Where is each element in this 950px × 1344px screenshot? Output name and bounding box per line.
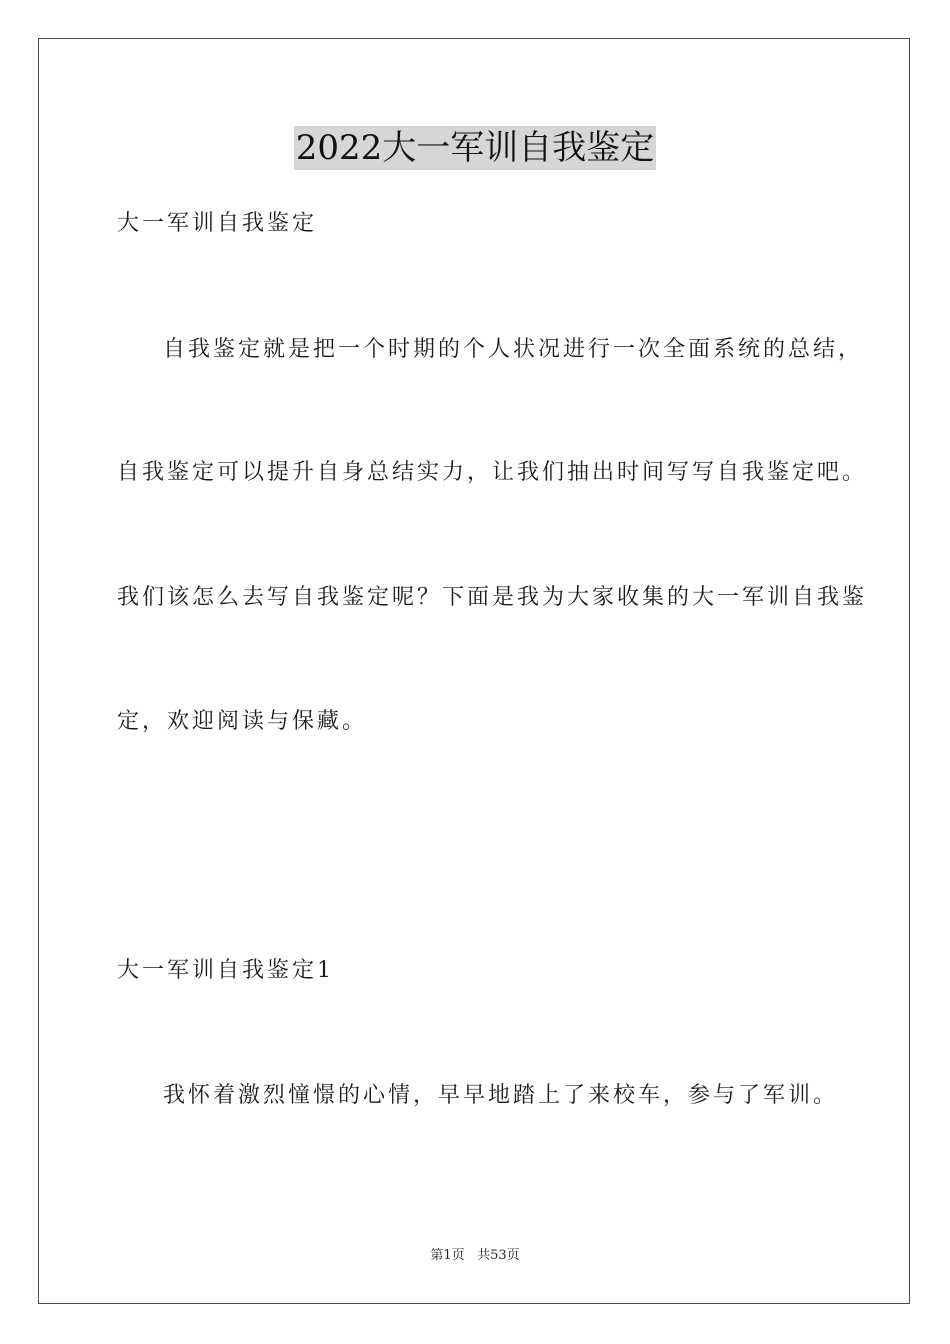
document-heading: 大一军训自我鉴定 bbox=[117, 211, 318, 236]
intro-line-4: 定，欢迎阅读与保藏。 bbox=[117, 709, 368, 734]
section-line-1: 我怀着激烈憧憬的心情，早早地踏上了来校车，参与了军训。 bbox=[163, 1083, 839, 1108]
intro-line-3: 我们该怎么去写自我鉴定呢？下面是我为大家收集的大一军训自我鉴 bbox=[117, 585, 868, 610]
page-total: 共53页 bbox=[477, 1248, 520, 1263]
document-title: 2022大一军训自我鉴定 bbox=[295, 128, 655, 168]
intro-line-1: 自我鉴定就是把一个时期的个人状况进行一次全面系统的总结， bbox=[163, 337, 864, 362]
page-number: 第1页 bbox=[430, 1248, 465, 1263]
intro-line-2: 自我鉴定可以提升自身总结实力，让我们抽出时间写写自我鉴定吧。 bbox=[117, 460, 868, 485]
title-container bbox=[0, 126, 950, 170]
page-footer bbox=[0, 1247, 950, 1265]
section-heading: 大一军训自我鉴定1 bbox=[117, 958, 334, 983]
